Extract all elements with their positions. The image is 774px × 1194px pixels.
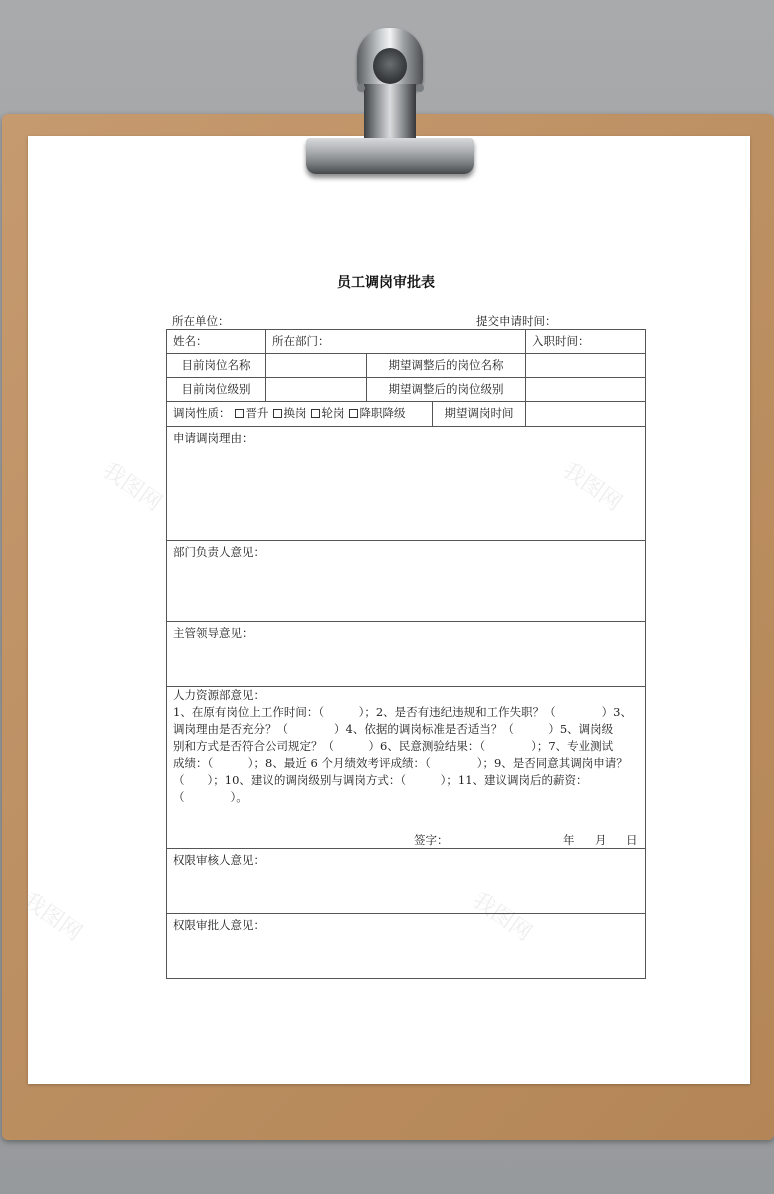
expected-transfer-time-field[interactable]	[525, 401, 646, 427]
department-label: 所在部门：	[265, 329, 526, 354]
watermark: 我图网	[97, 457, 167, 517]
submit-time-label: 提交申请时间：	[476, 314, 557, 328]
option-demotion: 降职降级	[359, 406, 406, 420]
unit-label: 所在单位：	[172, 314, 230, 328]
clip-hole	[373, 48, 407, 84]
entry-date-label: 入职时间：	[525, 329, 646, 354]
dept-head-box[interactable]	[166, 540, 646, 622]
signature-label: 签字：	[414, 833, 449, 847]
date-year: 年	[563, 833, 575, 847]
checkbox-promotion[interactable]	[235, 409, 244, 418]
clip-rivet-icon	[357, 84, 365, 92]
authority-approve-label: 权限审批人意见：	[173, 918, 265, 932]
hr-line-5: （ ）；10、建议的调岗级别与调岗方式：（ ）；11、建议调岗后的薪资：	[173, 773, 588, 787]
hr-label: 人力资源部意见：	[173, 688, 265, 702]
watermark: 我图网	[17, 887, 87, 947]
date-month: 月	[595, 833, 607, 847]
option-promotion: 晋升	[245, 406, 269, 420]
reason-box[interactable]	[166, 426, 646, 541]
clip-rivet-icon	[416, 84, 424, 92]
authority-review-box[interactable]	[166, 848, 646, 914]
expected-position-level-field[interactable]	[525, 377, 646, 402]
expected-position-name-field[interactable]	[525, 353, 646, 378]
watermark: 我图网	[467, 887, 537, 947]
option-job-change: 换岗	[283, 406, 307, 420]
hr-line-3: 别和方式是否符合公司规定？（ ）6、民意测验结果：（ ）；7、专业测试	[173, 739, 614, 753]
current-position-level-field[interactable]	[265, 377, 367, 402]
hr-line-2: 调岗理由是否充分？（ ）4、依据的调岗标准是否适当？（ ）5、调岗级	[173, 722, 614, 736]
expected-position-name-label: 期望调整后的岗位名称	[366, 353, 526, 378]
clip-plate	[306, 138, 474, 174]
expected-transfer-time-label: 期望调岗时间	[432, 401, 526, 427]
hr-line-4: 成绩：（ ）；8、最近 6 个月绩效考评成绩：（ ）；9、是否同意其调岗申请？	[173, 756, 628, 770]
dept-head-label: 部门负责人意见：	[173, 545, 265, 559]
option-rotation: 轮岗	[321, 406, 345, 420]
transfer-nature-label: 调岗性质：	[173, 406, 231, 420]
current-position-name-field[interactable]	[265, 353, 367, 378]
authority-review-label: 权限审核人意见：	[173, 853, 265, 867]
checkbox-rotation[interactable]	[311, 409, 320, 418]
authority-approve-box[interactable]	[166, 913, 646, 979]
watermark: 我图网	[557, 457, 627, 517]
current-position-level-label: 目前岗位级别	[166, 377, 266, 402]
clip-neck	[364, 84, 416, 144]
checkbox-demotion[interactable]	[349, 409, 358, 418]
transfer-nature-row	[166, 401, 433, 427]
form-title: 员工调岗审批表	[337, 275, 435, 291]
name-label: 姓名：	[166, 329, 266, 354]
hr-line-1: 1、在原有岗位上工作时间：（ ）；2、是否有违纪违规和工作失职？（ ）3、	[173, 705, 632, 719]
hr-line-6: （ ）。	[173, 790, 248, 804]
supervisor-label: 主管领导意见：	[173, 626, 254, 640]
checkbox-job-change[interactable]	[273, 409, 282, 418]
supervisor-box[interactable]	[166, 621, 646, 687]
expected-position-level-label: 期望调整后的岗位级别	[366, 377, 526, 402]
reason-label: 申请调岗理由：	[173, 431, 254, 445]
date-day: 日	[626, 833, 638, 847]
current-position-name-label: 目前岗位名称	[166, 353, 266, 378]
